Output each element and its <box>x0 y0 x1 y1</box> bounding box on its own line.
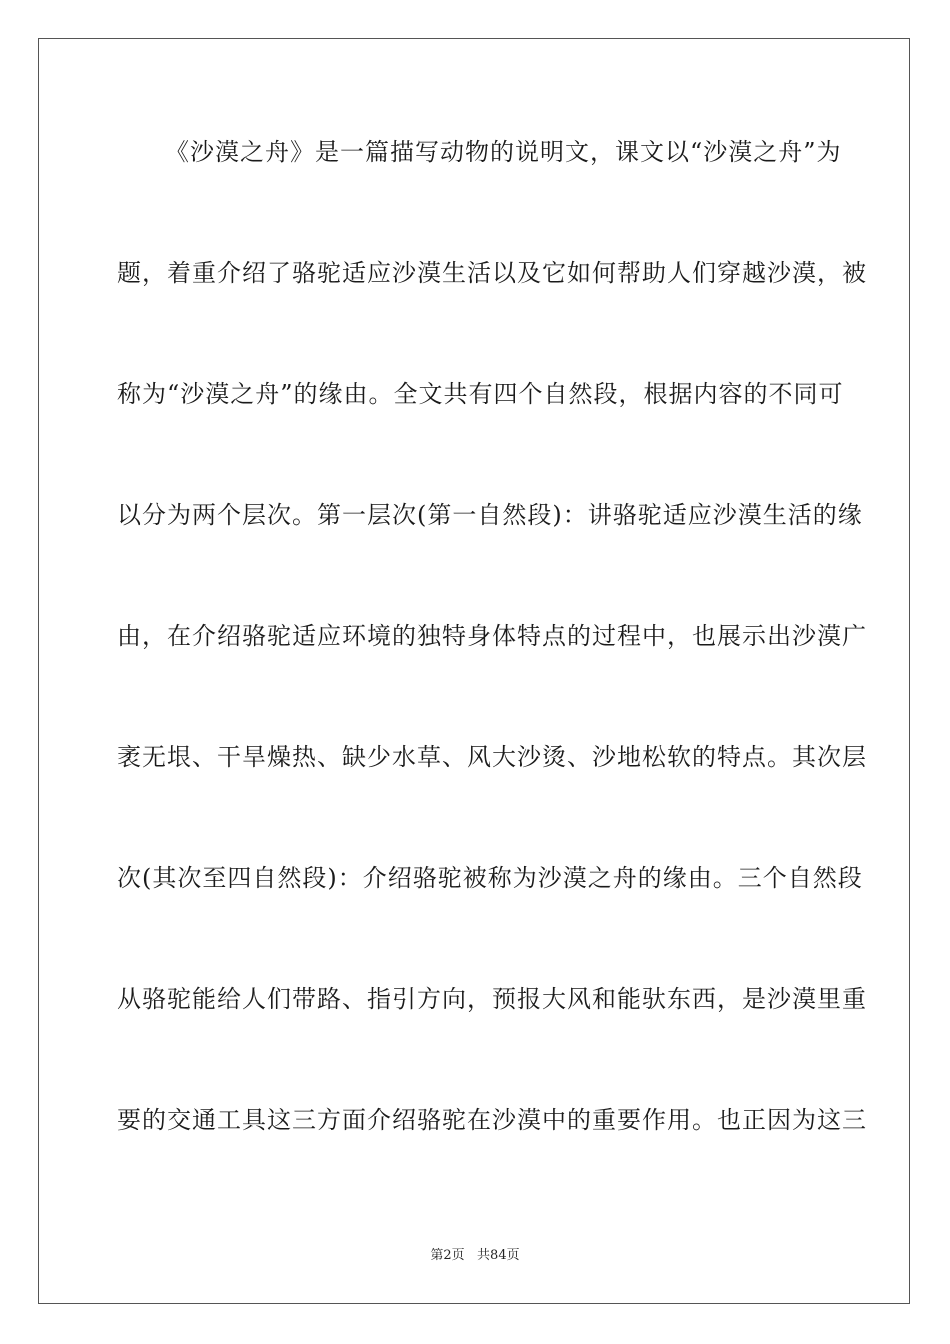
page-number-footer: 第2页 共84页 <box>430 1248 520 1263</box>
paragraph-line-5: 由，在介绍骆驼适应环境的独特身体特点的过程中，也展示出沙漠广 <box>117 622 867 650</box>
paragraph-line-8: 从骆驼能给人们带路、指引方向，预报大风和能驮东西，是沙漠里重 <box>117 985 867 1013</box>
paragraph-line-3: 称为“沙漠之舟”的缘由。全文共有四个自然段，根据内容的不同可 <box>117 380 844 408</box>
paragraph-line-7: 次(其次至四自然段)：介绍骆驼被称为沙漠之舟的缘由。三个自然段 <box>117 864 863 892</box>
paragraph-line-4: 以分为两个层次。第一层次(第一自然段)：讲骆驼适应沙漠生活的缘 <box>117 501 863 529</box>
paragraph-line-1: 《沙漠之舟》是一篇描写动物的说明文，课文以“沙漠之舟”为 <box>165 138 842 166</box>
paragraph-line-2: 题，着重介绍了骆驼适应沙漠生活以及它如何帮助人们穿越沙漠，被 <box>117 259 867 287</box>
paragraph-line-6: 袤无垠、干旱燥热、缺少水草、风大沙烫、沙地松软的特点。其次层 <box>117 743 867 771</box>
paragraph-line-9: 要的交通工具这三方面介绍骆驼在沙漠中的重要作用。也正因为这三 <box>117 1106 867 1134</box>
